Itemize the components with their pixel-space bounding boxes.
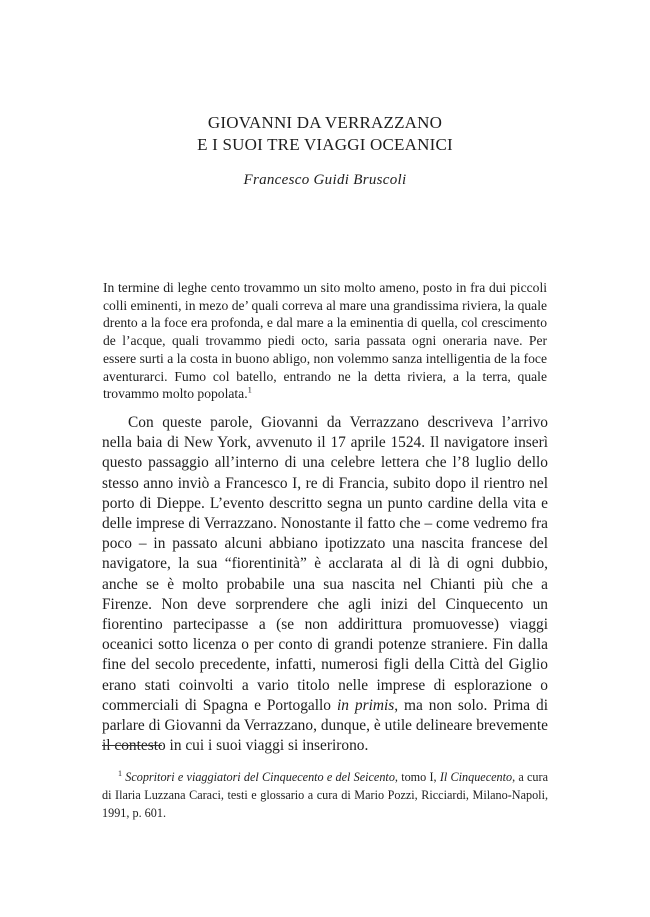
footnote — [102, 768, 548, 822]
body-text-part-2: , ma non solo. Prima di parlare di Giovanni da Verrazzano, dunque, è utile delineare brevemente il contesto in cui i suoi viaggi si inserirono. — [102, 696, 549, 755]
footnote-separator — [102, 745, 162, 746]
footnote-work-title: Scopritori e viaggiatori del Cinquecento e del Seicento — [125, 770, 395, 784]
footnote-reference[interactable]: 1 — [247, 384, 252, 395]
footnote-number: 1 — [118, 768, 122, 778]
epigraph-quote — [103, 279, 547, 403]
body-text-part-1: Con queste parole, Giovanni da Verrazzano descriveva l’arrivo nella baia di New York, avvenuto il 17 aprile 1524. Il navigatore inserì questo passaggio all’interno di una celebre lettera che l’8 luglio dello stesso anno inviò a Francesco I, re di Francia, subito dopo il rientro nel porto di Dieppe. L’evento descritto segna un punto cardine della vita e delle imprese di Verrazzano. Nonostante il fatto che – come vedremo fra poco – in passato alcuni abbiano ipotizzato una nascita francese del navigatore, la sua “fiorentinità” è acclarata al di là di ogni dubbio, anche se è molto probabile una sua nascita nel Chianti più che a Firenze. Non deve sorprendere che agli inizi del Cinquecento un fiorentino partecipasse a (se non addirittura promuovesse) viaggi oceanici sotto licenza o per conto di grandi potenze straniere. Fin dalla fine del secolo precedente, infatti, numerosi figli della Città del Giglio erano stati coinvolti a vario titolo nelle imprese di esplorazione o commerciali di Spagna e Portogallo — [102, 414, 548, 714]
epigraph-text: In termine di leghe cento trovammo un sito molto ameno, posto in fra dui piccoli colli eminenti, in mezo de’ quali correva al mare una grandissima riviera, la quale drento a la foce era profonda, e dal mare a la eminentia di quella, col crescimento de l’acque, quali trovammo piedi octo, saria passata ogni oneraria nave. Per essere surti a la costa in buono abligo, non volemmo sanza intelligentia de la foce aventurarci. Fumo col batello, entrando ne la detta riviera, a la terra, quale trovammo molto popolata. — [103, 280, 548, 402]
footnote-text-mid: , tomo I, — [394, 770, 440, 784]
body-emphasis: in primis — [336, 696, 395, 714]
chapter-title-line-2: E I SUOI TRE VIAGGI OCEANICI — [197, 135, 453, 154]
body-paragraph — [102, 413, 548, 756]
footnote-text-rest: , a cura di Ilaria Luzzana Caraci, testi e glossario a cura di Mario Pozzi, Ricciardi, Milano-Napoli, 1991, p. 601. — [102, 770, 548, 820]
chapter-title-line-1: GIOVANNI DA VERRAZZANO — [207, 113, 443, 132]
chapter-author: Francesco Guidi Bruscoli — [243, 172, 407, 188]
footnote-volume-title: Il Cinquecento — [439, 770, 513, 784]
chapter-title — [0, 112, 650, 156]
